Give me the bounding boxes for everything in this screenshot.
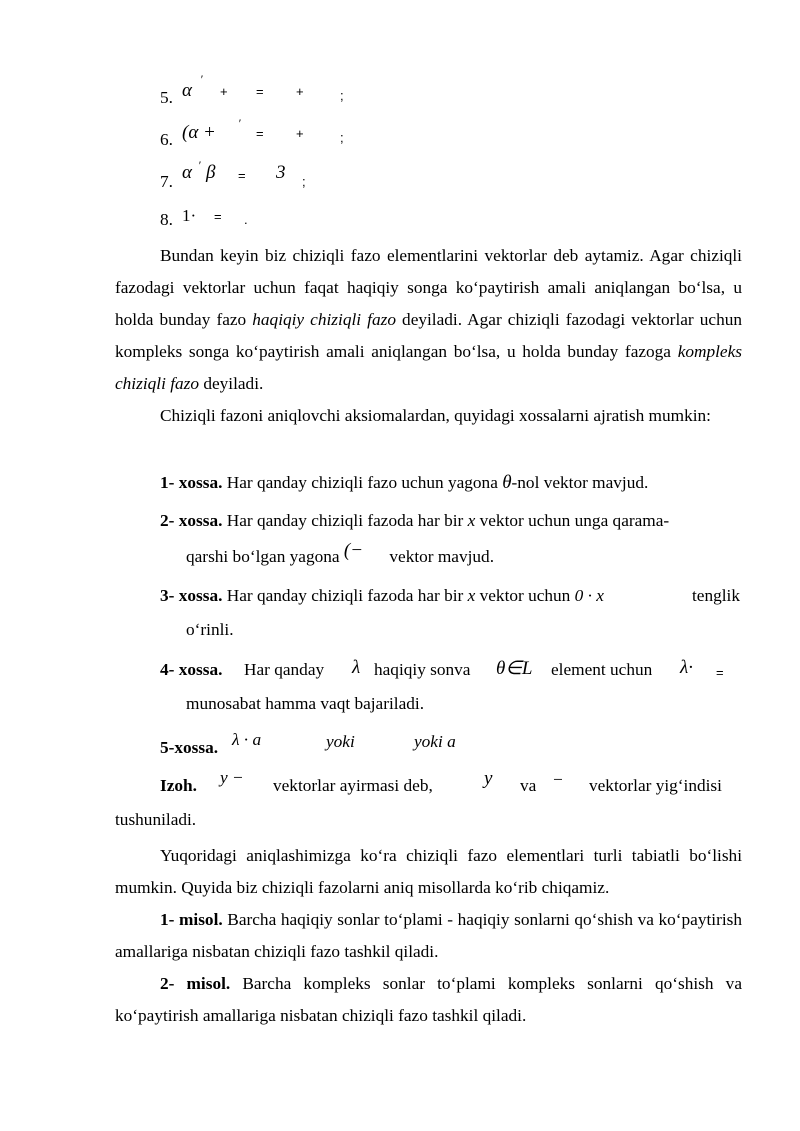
property-5-formula xyxy=(232,730,261,750)
note-text-1 xyxy=(273,776,433,796)
property-4-lambda xyxy=(352,657,360,679)
word-yoki-a: yoki a xyxy=(414,732,456,751)
axiom-number: 7. xyxy=(160,172,173,191)
property-4-words-2 xyxy=(374,660,470,680)
property-label: 3- xossa. xyxy=(160,586,223,605)
property-3-line-2 xyxy=(186,620,234,640)
property-text: munosabat hamma vaqt bajariladi. xyxy=(186,694,425,713)
note-text: vektorlar yig‘indisi xyxy=(589,776,722,795)
property-4-equals xyxy=(716,662,724,682)
text-run: deyiladi. Agar chiziqli fazodagi vektorlar uchun kompleks songa ko‘paytirish amali aniqlangan bo‘lsa, u holda bunday fazoga xyxy=(115,310,742,361)
formula-semicolon: ; xyxy=(302,174,306,189)
formula-lambda-a: λ · a xyxy=(232,730,262,749)
note-text-3 xyxy=(589,776,722,796)
formula-theta-in-l: θ∈L xyxy=(496,658,533,679)
property-4 xyxy=(160,660,222,680)
property-4-lambda-dot xyxy=(680,657,693,679)
paragraph-definition xyxy=(115,240,742,400)
property-label: 4- xossa. xyxy=(160,660,223,679)
property-text: vektor mavjud. xyxy=(389,547,495,566)
formula-equals: = xyxy=(256,84,264,99)
property-text: -nol vektor mavjud. xyxy=(511,473,649,492)
note-label xyxy=(160,776,197,796)
note-formula-3 xyxy=(552,770,564,790)
term-real-linear-space: haqiqiy chiziqli fazo xyxy=(252,310,396,329)
formula-semicolon: ; xyxy=(340,130,344,145)
formula-prime: ′ xyxy=(238,116,241,130)
text-run: Chiziqli fazoni aniqlovchi aksiomalardan, quyidagi xossalarni ajratish mumkin: xyxy=(160,406,711,425)
formula-prime: ′ xyxy=(198,158,201,172)
formula-alpha: α xyxy=(182,80,192,101)
property-text: element uchun xyxy=(551,660,653,679)
symbol-open-minus: (− xyxy=(343,540,364,561)
symbol-x: x xyxy=(467,586,476,605)
text-run: Bundan keyin biz chiziqli fazo elementlarini vektorlar deb aytamiz. Agar chiziqli fazodagi vektorlar uchun faqat haqiqiy songa ko‘paytirish amali aniqlangan bo‘lsa, u holda bunday fazo xyxy=(115,246,742,329)
formula-y-minus: y − xyxy=(220,768,244,787)
formula-plus: + xyxy=(220,84,228,99)
formula-semicolon: ; xyxy=(340,88,344,103)
note-text: vektorlar ayirmasi deb, xyxy=(273,776,433,795)
term-complex-linear-space: kompleks chiziqli fazo xyxy=(115,342,742,393)
example-text: Barcha haqiqiy sonlar to‘plami - haqiqiy sonlarni qo‘shish va ko‘paytirish amallariga nisbatan chiziqli fazo tashkil qiladi. xyxy=(115,910,742,961)
property-1 xyxy=(160,472,648,494)
axiom-6 xyxy=(160,116,420,154)
example-label: 2- misol. xyxy=(160,974,231,993)
symbol-y: y xyxy=(484,768,493,789)
formula-beta: β xyxy=(206,162,216,183)
paragraph-properties-intro xyxy=(115,400,742,432)
formula-open-alpha-plus: (α + xyxy=(182,122,216,143)
property-4-words-3 xyxy=(551,660,652,680)
example-label: 1- misol. xyxy=(160,910,223,929)
property-3 xyxy=(160,586,604,606)
property-label: 1- xossa. xyxy=(160,473,223,492)
property-5 xyxy=(160,738,218,758)
axiom-number: 6. xyxy=(160,130,173,149)
property-5-yoki-1 xyxy=(326,732,355,752)
text-run: deyiladi. xyxy=(199,374,264,393)
property-label: 5-xossa. xyxy=(160,738,219,757)
formula-plus: + xyxy=(296,84,304,99)
example-2 xyxy=(115,968,742,1032)
formula-period: . xyxy=(244,212,248,227)
property-4-words-1 xyxy=(244,660,324,680)
axiom-7 xyxy=(160,158,420,196)
formula-one-dot: 1· xyxy=(182,206,197,225)
axiom-8 xyxy=(160,200,420,234)
symbol-minus: − xyxy=(552,770,564,789)
property-5-yoki-2 xyxy=(414,732,456,752)
formula-zero-x: 0 · x xyxy=(574,586,604,605)
property-text: Har qanday chiziqli fazo uchun yagona xyxy=(226,473,498,492)
axiom-number: 5. xyxy=(160,88,173,107)
symbol-x: x xyxy=(467,511,476,530)
formula-lambda-dot: λ· xyxy=(680,657,693,678)
property-text: o‘rinli. xyxy=(186,620,234,639)
formula-prime: ′ xyxy=(200,72,203,86)
example-text: Barcha kompleks sonlar to‘plami kompleks sonlarni qo‘shish va ko‘paytirish amallariga nisbatan chiziqli fazo tashkil qiladi. xyxy=(115,974,742,1025)
formula-equals: = xyxy=(214,209,222,224)
formula-three: 3 xyxy=(276,162,286,183)
property-label: 2- xossa. xyxy=(160,511,223,530)
note-formula-1 xyxy=(220,768,244,788)
note-label-text: Izoh. xyxy=(160,776,197,795)
axiom-number: 8. xyxy=(160,210,173,229)
paragraph-examples-intro xyxy=(115,840,742,904)
formula-alpha: α xyxy=(182,162,192,183)
property-2-line-2 xyxy=(186,540,495,568)
formula-equals: = xyxy=(256,126,264,141)
property-text: Har qanday chiziqli fazoda har bir xyxy=(226,586,464,605)
property-text: vektor uchun xyxy=(479,586,571,605)
note-text: tushuniladi. xyxy=(115,810,197,829)
note-formula-2 xyxy=(484,768,492,790)
property-2 xyxy=(160,505,742,537)
property-text: vektor uchun unga qarama- xyxy=(479,511,670,530)
axiom-5 xyxy=(160,72,420,112)
formula-plus: + xyxy=(296,126,304,141)
note-text: va xyxy=(520,776,537,795)
symbol-theta: θ xyxy=(502,472,512,493)
formula-equals: = xyxy=(238,168,246,183)
property-4-theta-in-l xyxy=(496,657,532,680)
formula-equals: = xyxy=(716,665,724,680)
example-1 xyxy=(115,904,742,968)
symbol-lambda: λ xyxy=(352,657,361,678)
note-text-2 xyxy=(520,776,536,796)
word-yoki: yoki xyxy=(326,732,355,751)
property-3-tail xyxy=(692,586,740,606)
property-4-line-2 xyxy=(186,694,424,714)
property-text: haqiqiy sonva xyxy=(374,660,471,679)
property-text: tenglik xyxy=(692,586,740,605)
note-line-2 xyxy=(115,810,196,830)
property-text: Har qanday xyxy=(244,660,325,679)
property-text: Har qanday chiziqli fazoda har bir xyxy=(226,511,464,530)
property-text: qarshi bo‘lgan yagona xyxy=(186,547,340,566)
text-run: Yuqoridagi aniqlashimizga ko‘ra chiziqli fazo elementlari turli tabiatli bo‘lishi mumkin. Quyida biz chiziqli fazolarni aniq misollarda ko‘rib chiqamiz. xyxy=(115,846,742,897)
